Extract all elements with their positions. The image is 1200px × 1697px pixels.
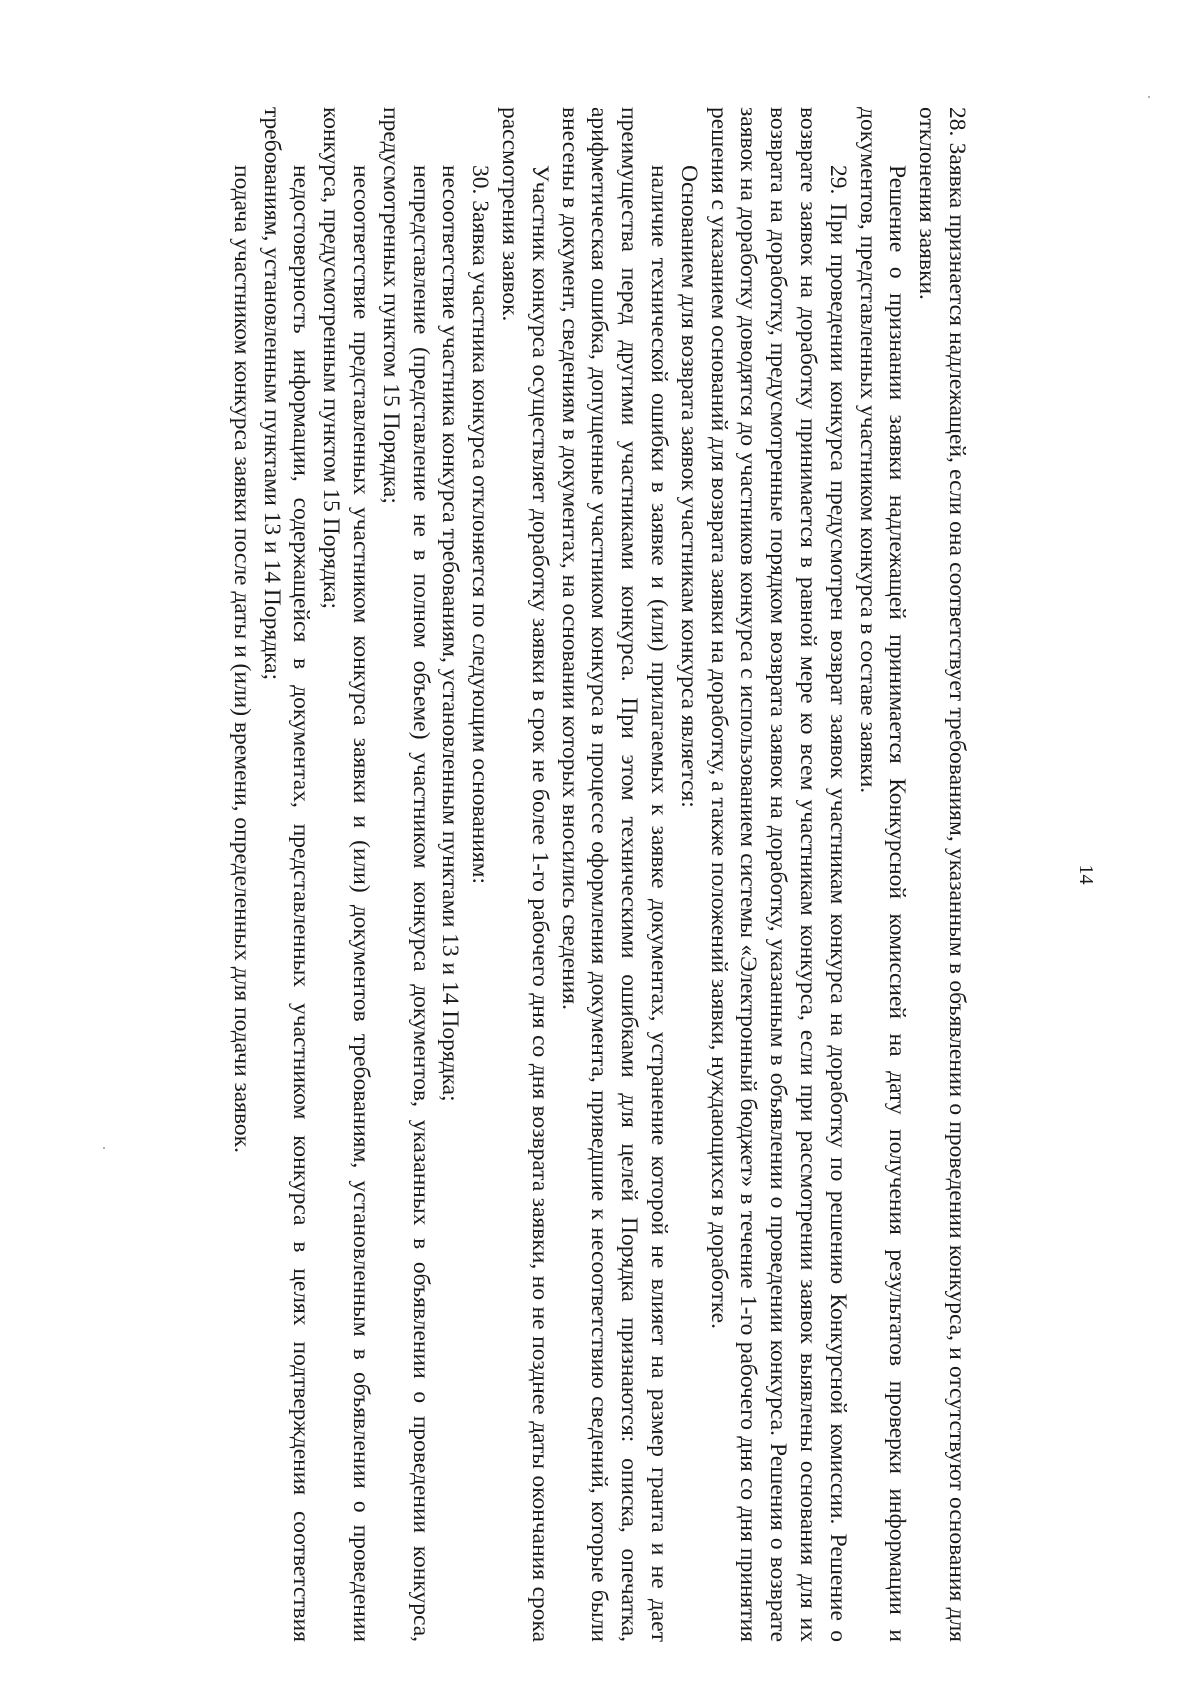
paragraph-29-grounds-intro: Основанием для возврата заявок участникам конкурса является: (675, 165, 702, 808)
paragraph-30-item-3: несоответствие представленных участником конкурса заявки и (или) документов требованиям, установленным в объявлении о проведении конкурса, предусмотренным пунктом 15 Порядка; (318, 107, 375, 1642)
paragraph-30-item-5: подача участником конкурса заявки после даты и (или) времени, определенных для подачи заявок. (228, 165, 255, 1153)
page-number: 14 (1075, 864, 1097, 885)
paragraph-29-technical-error: наличие технической ошибки в заявке и (или) прилагаемых к заявке документах, устранение которой не влияет на размер гранта и не дает преимущества перед другими участниками конкурса. При этом техническими ошибками для целей Порядка признаются: описка, опечатка, арифметическая ошибка, допущенные участником конкурса в процессе оформления документа, приведшие к несоответствию сведений, которые были внесены в документ, сведениям в документах, на основании которых вносились сведения. (556, 107, 673, 1642)
scan-speck (1148, 96, 1150, 98)
scan-speck (103, 1147, 105, 1149)
paragraph-30-item-4: недостоверность информации, содержащейся в документах, представленных участником конкурса в целях подтверждения соответствия требованиям, установленным пунктами 13 и 14 Порядка; (258, 107, 315, 1642)
body-text (226, 107, 971, 1642)
paragraph-28-decision: Решение о признании заявки надлежащей принимается Конкурсной комиссией на дату получения результатов проверки информации и документов, представленных участником конкурса в составе заявки. (854, 107, 911, 1642)
paragraph-30: 30. Заявка участника конкурса отклоняется по следующим основаниям: (467, 165, 494, 885)
paragraph-30-item-2: непредставление (представление не в полном объеме) участником конкурса документов, указанных в объявлении о проведении конкурса, предусмотренных пунктом 15 Порядка; (377, 107, 434, 1642)
paragraph-28: 28. Заявка признается надлежащей, если она соответствует требованиям, указанным в объявлении о проведении конкурса, и отсутствуют основания для отклонения заявки. (914, 107, 970, 1642)
paragraph-29-revision-deadline: Участник конкурса осуществляет доработку заявки в срок не более 1-го рабочего дня со дня возврата заявки, но не позднее даты окончания срока рассмотрения заявок. (497, 107, 553, 1642)
rotated-page-content (181, 107, 1097, 1642)
paragraph-30-item-1: несоответствие участника конкурса требованиям, установленным пунктами 13 и 14 Порядка; (437, 165, 464, 1102)
paragraph-29: 29. При проведении конкурса предусмотрен возврат заявок участникам конкурса на доработку по решению Конкурсной комиссии. Решение о возврате заявок на доработку принимается в равной мере ко всем участникам конкурса, если при рассмотрении заявок выявлены основания для их возврата на доработку, предусмотренные порядком возврата заявок на доработку, указанным в объявлении о проведении конкурса. Решения о возврате заявок на доработку доводятся до участников конкурса с использованием системы «Электронный бюджет» в течение 1-го рабочего дня со дня принятия решения с указанием оснований для возврата заявки на доработку, а также положений заявки, нуждающихся в доработке. (705, 107, 851, 1642)
